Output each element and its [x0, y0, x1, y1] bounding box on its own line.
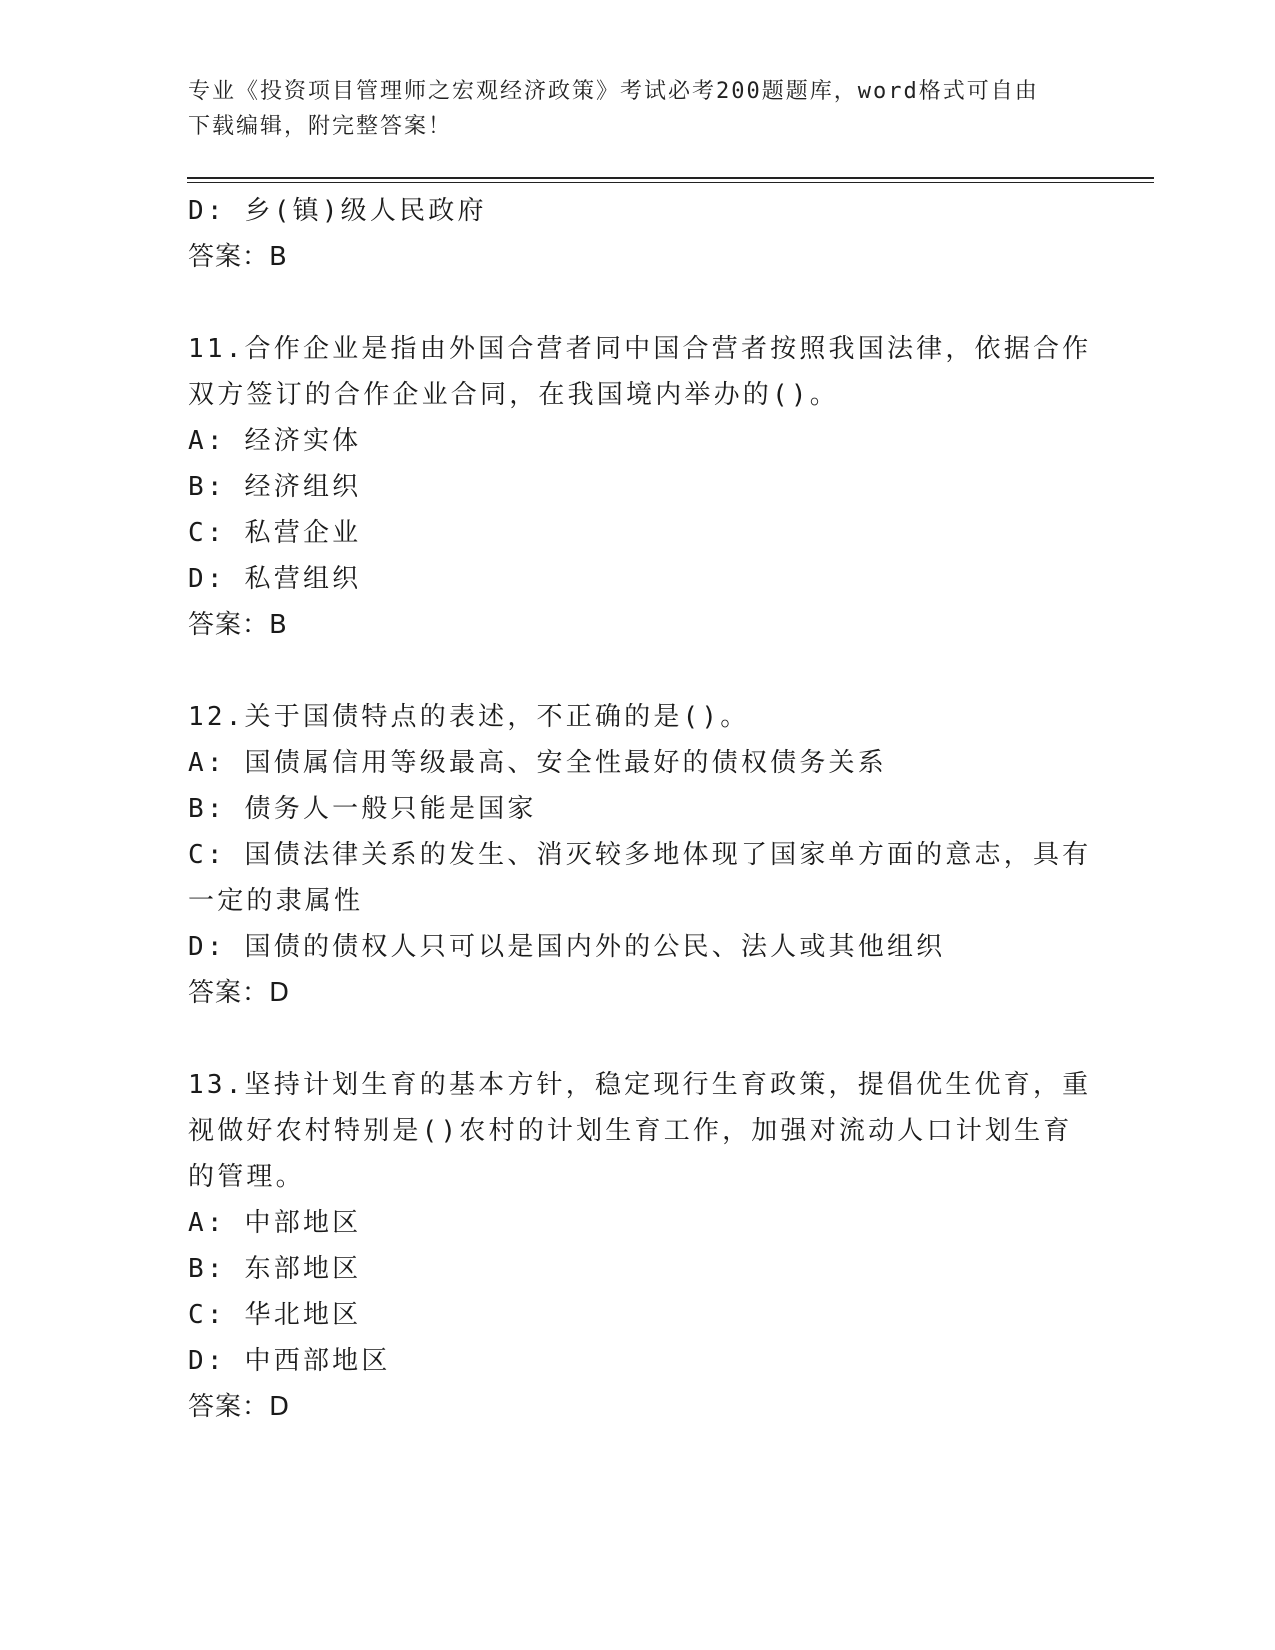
- answer-line: 答案：D: [188, 1392, 291, 1422]
- spacer: [188, 648, 1088, 694]
- option-a: A: 中部地区: [188, 1208, 362, 1238]
- option-a: A: 国债属信用等级最高、安全性最好的债权债务关系: [188, 748, 887, 778]
- header-divider: [187, 177, 1154, 183]
- question-11: [188, 326, 1092, 648]
- question-stem-line: 13.坚持计划生育的基本方针，稳定现行生育政策，提倡优生优育，重: [188, 1070, 1092, 1100]
- previous-question-tail: [188, 188, 1088, 280]
- question-stem-line: 双方签订的合作企业合同，在我国境内举办的()。: [188, 380, 839, 410]
- document-header: [188, 74, 1068, 144]
- question-12: [188, 694, 1092, 1016]
- option-d: D: 乡(镇)级人民政府: [188, 196, 487, 226]
- option-c: C: 华北地区: [188, 1300, 362, 1330]
- option-d: D: 私营组织: [188, 564, 362, 594]
- option-d: D: 国债的债权人只可以是国内外的公民、法人或其他组织: [188, 932, 946, 962]
- question-stem-line: 视做好农村特别是()农村的计划生育工作，加强对流动人口计划生育: [188, 1116, 1073, 1146]
- option-b: B: 债务人一般只能是国家: [188, 794, 537, 824]
- header-line-1: 专业《投资项目管理师之宏观经济政策》考试必考200题题库，word格式可自由: [188, 79, 1039, 104]
- answer-line: 答案：B: [188, 242, 288, 272]
- option-b: B: 经济组织: [188, 472, 362, 502]
- option-d: D: 中西部地区: [188, 1346, 391, 1376]
- option-c: C: 国债法律关系的发生、消灭较多地体现了国家单方面的意志，具有: [188, 840, 1092, 870]
- question-stem-line: 12.关于国债特点的表述，不正确的是()。: [188, 702, 750, 732]
- option-c: C: 私营企业: [188, 518, 362, 548]
- spacer: [188, 1016, 1088, 1062]
- answer-line: 答案：D: [188, 978, 291, 1008]
- question-stem-line: 的管理。: [188, 1162, 305, 1192]
- option-c-continued: 一定的隶属性: [188, 886, 364, 916]
- spacer: [188, 280, 1088, 326]
- option-a: A: 经济实体: [188, 426, 362, 456]
- question-list: [188, 188, 1092, 1430]
- question-13: [188, 1062, 1092, 1430]
- header-line-2: 下载编辑，附完整答案！: [188, 114, 453, 139]
- option-b: B: 东部地区: [188, 1254, 362, 1284]
- question-stem-line: 11.合作企业是指由外国合营者同中国合营者按照我国法律，依据合作: [188, 334, 1092, 364]
- answer-line: 答案：B: [188, 610, 288, 640]
